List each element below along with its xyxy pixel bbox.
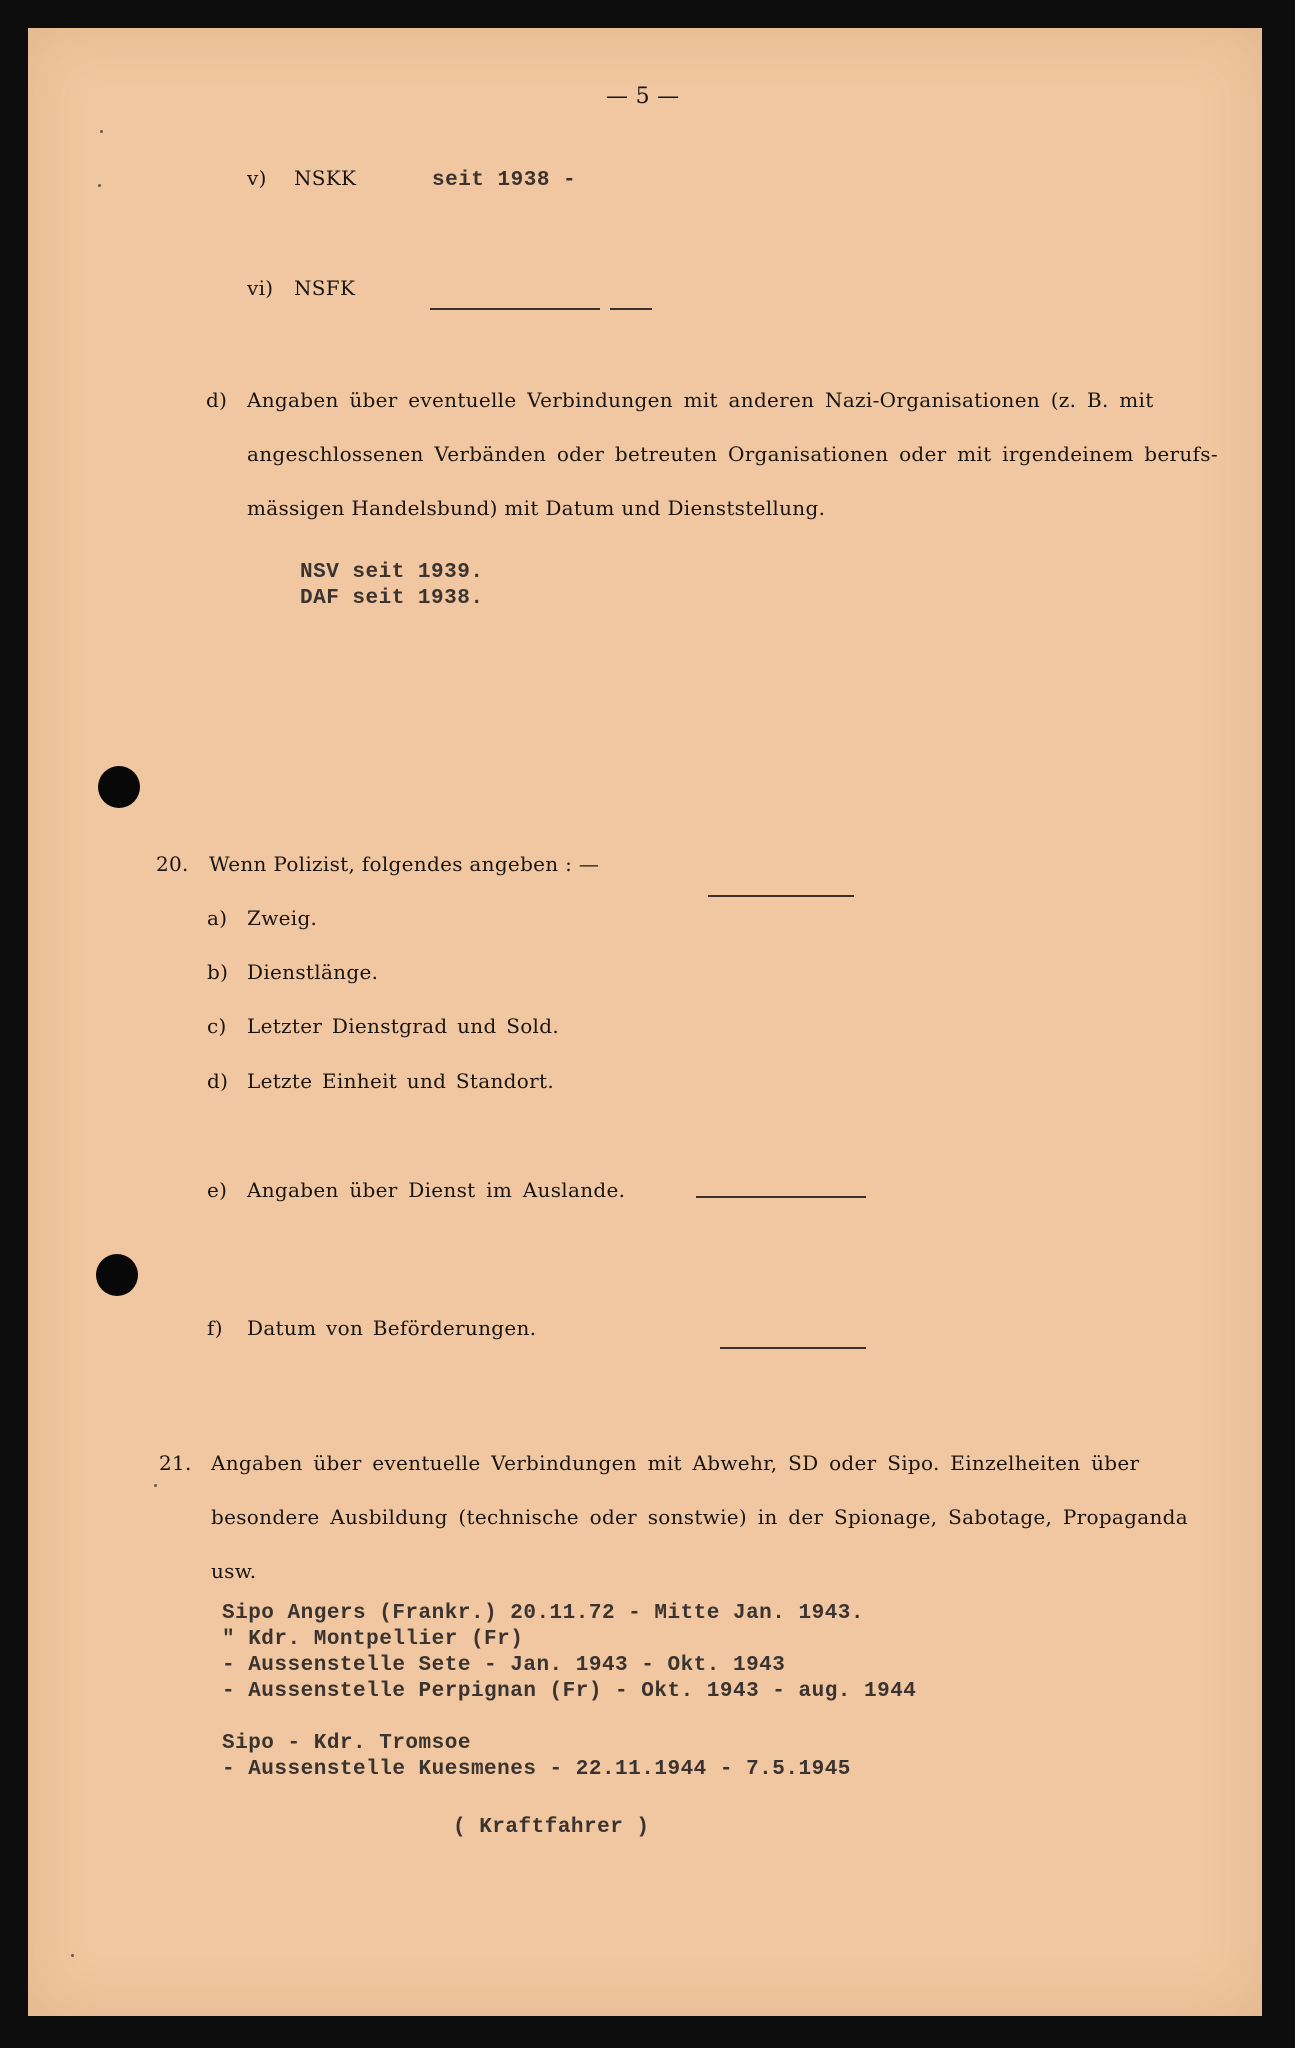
paper-speck xyxy=(154,1484,157,1487)
q20-a-marker: a) xyxy=(207,906,228,930)
item-d-marker: d) xyxy=(206,388,228,412)
page-number: — 5 — xyxy=(606,84,680,109)
q20-d-text: Letzte Einheit und Standort. xyxy=(247,1069,554,1093)
answer-rule-vi-2 xyxy=(610,308,652,310)
item-d-answer-2: DAF seit 1938. xyxy=(300,587,484,610)
question-21-number: 21. xyxy=(159,1451,192,1475)
punch-hole-bottom xyxy=(96,1254,138,1296)
item-d-line-2: angeschlossenen Verbänden oder betreuten Organisationen oder mit irgendeinem berufs- xyxy=(247,442,1218,466)
q20-c-text: Letzter Dienstgrad und Sold. xyxy=(247,1014,559,1038)
paper-speck xyxy=(100,130,103,133)
q21-answer-note: ( Kraftfahrer ) xyxy=(453,1816,650,1839)
answer-rule-20 xyxy=(708,895,854,897)
q21-answer-5: Sipo - Kdr. Tromsoe xyxy=(222,1732,471,1755)
punch-hole-top xyxy=(98,766,140,808)
item-d-line-3: mässigen Handelsbund) mit Datum und Dienststellung. xyxy=(247,496,826,520)
q20-b-text: Dienstlänge. xyxy=(247,960,379,984)
q21-answer-4: - Aussenstelle Perpignan (Fr) - Okt. 1943 - aug. 1944 xyxy=(222,1680,917,1703)
q20-a-text: Zweig. xyxy=(247,906,318,930)
q21-answer-3: - Aussenstelle Sete - Jan. 1943 - Okt. 1943 xyxy=(222,1654,786,1677)
question-21-line-3: usw. xyxy=(211,1559,257,1583)
q20-e-text: Angaben über Dienst im Auslande. xyxy=(247,1178,626,1202)
q20-b-marker: b) xyxy=(207,960,229,984)
item-v-label: NSKK xyxy=(294,166,357,190)
q20-f-text: Datum von Beförderungen. xyxy=(247,1316,537,1340)
question-20-number: 20. xyxy=(156,852,189,876)
answer-rule-20e xyxy=(696,1196,866,1198)
q20-c-marker: c) xyxy=(207,1014,227,1038)
paper-speck xyxy=(71,1954,74,1957)
item-d-answer-1: NSV seit 1939. xyxy=(300,561,484,584)
q21-answer-6: - Aussenstelle Kuesmenes - 22.11.1944 - 7.5.1945 xyxy=(222,1758,851,1781)
q20-e-marker: e) xyxy=(207,1178,228,1202)
question-20-text: Wenn Polizist, folgendes angeben : — xyxy=(209,852,600,876)
item-vi-marker: vi) xyxy=(247,276,274,300)
answer-rule-20f xyxy=(720,1347,866,1349)
q21-answer-1: Sipo Angers (Frankr.) 20.11.72 - Mitte Jan. 1943. xyxy=(222,1602,865,1625)
q20-f-marker: f) xyxy=(207,1316,223,1340)
question-21-line-2: besondere Ausbildung (technische oder sonstwie) in der Spionage, Sabotage, Propaganda xyxy=(211,1505,1188,1529)
q21-answer-2: " Kdr. Montpellier (Fr) xyxy=(222,1628,524,1651)
question-21-line-1: Angaben über eventuelle Verbindungen mit Abwehr, SD oder Sipo. Einzelheiten über xyxy=(211,1451,1140,1475)
item-d-line-1: Angaben über eventuelle Verbindungen mit anderen Nazi-Organisationen (z. B. mit xyxy=(247,388,1154,412)
paper-speck xyxy=(98,184,101,187)
document-page xyxy=(28,28,1262,2016)
item-v-answer: seit 1938 - xyxy=(432,169,577,192)
item-v-marker: v) xyxy=(247,166,267,190)
q20-d-marker: d) xyxy=(207,1069,229,1093)
answer-rule-vi xyxy=(430,308,600,310)
item-vi-label: NSFK xyxy=(294,276,356,300)
